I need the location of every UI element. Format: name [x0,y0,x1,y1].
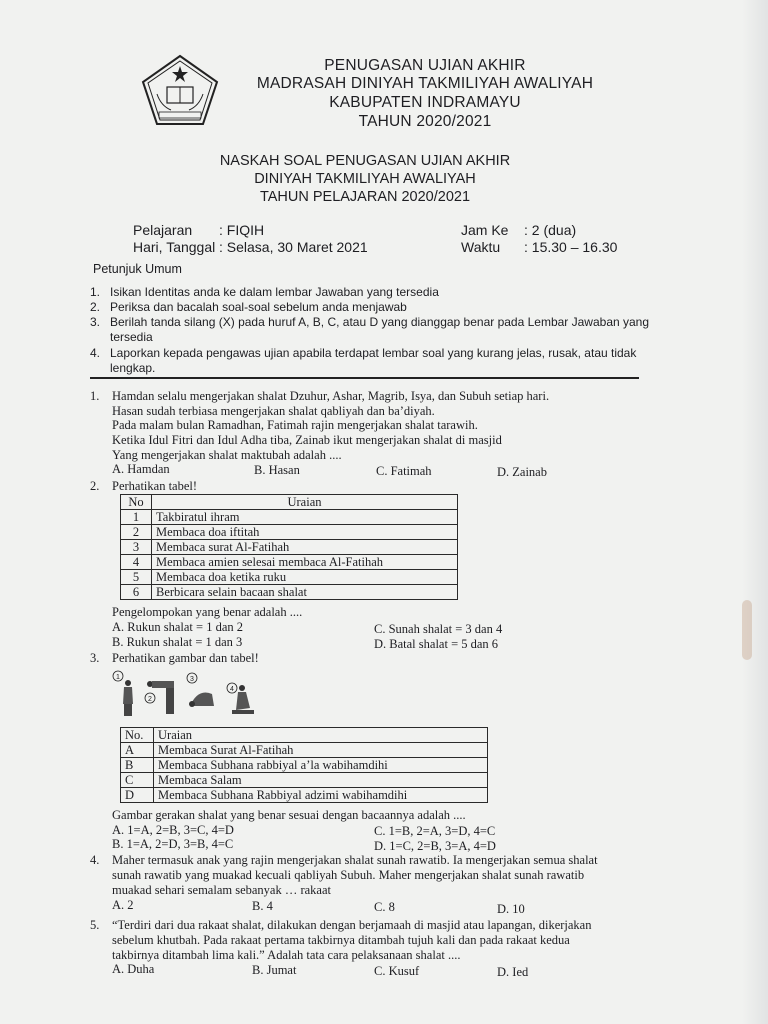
table-cell-uraian: Takbiratul ihram [152,510,458,525]
figure-label: 2 [148,696,152,703]
hari-label: Hari, Tanggal [133,239,216,255]
figure-label: 1 [116,674,120,681]
table-cell-uraian: Membaca amien selesai membaca Al-Fatihah [152,555,458,570]
table-cell-no: 3 [121,540,152,555]
table-cell-uraian: Membaca Surat Al-Fatihah [154,743,488,758]
q2-number: 2. [90,479,100,493]
figure-label: 4 [230,686,234,693]
q2-option-c: C. Sunah shalat = 3 dan 4 [374,622,503,636]
petunjuk-item [90,300,650,315]
table-header-cell: No. [121,728,154,743]
table-cell-no: 5 [121,570,152,585]
table-cell-no: C [121,773,154,788]
petunjuk-number: 2. [90,300,101,314]
figure-sujud [187,673,214,707]
petunjuk-text: Laporkan kepada pengawas ujian apabila terdapat lembar soal yang kurang jelas, rusak, atau tidak lengkap. [110,346,637,375]
q5-line: takbirnya ditambah lima kali.” Adalah tata cara pelaksanaan shalat .... [112,948,461,962]
table-cell-uraian: Membaca Subhana rabbiyal a’la wabihamdihi [154,758,488,773]
petunjuk-text: Isikan Identitas anda ke dalam lembar Jawaban yang tersedia [110,285,439,299]
q1-number: 1. [90,389,100,403]
q1-line: Pada malam bulan Ramadhan, Fatimah rajin mengerjakan shalat tarawih. [112,418,478,432]
q3-question: Gambar gerakan shalat yang benar sesuai dengan bacaannya adalah .... [112,808,466,822]
q4-option-b: B. 4 [252,899,273,913]
table-cell-uraian: Membaca Salam [154,773,488,788]
table-cell-no: 2 [121,525,152,540]
q2-option-a: A. Rukun shalat = 1 dan 2 [112,620,243,634]
table-row [121,773,488,788]
table-row [121,570,458,585]
q4-option-a: A. 2 [112,898,134,912]
q1-option-d: D. Zainab [497,465,547,479]
petunjuk-item [90,315,650,345]
table-row [121,525,458,540]
table-cell-uraian: Membaca surat Al-Fatihah [152,540,458,555]
q3-option-a: A. 1=A, 2=B, 3=C, 4=D [112,823,234,837]
pelajaran-value: : FIQIH [219,222,265,238]
q3-table [120,727,488,803]
table-row [121,540,458,555]
figure-label: 3 [190,676,194,683]
petunjuk-number: 4. [90,346,101,360]
table-cell-no: D [121,788,154,803]
prayer-movements-figure [112,670,262,718]
figure-ruku [145,681,174,714]
q1-line: Ketika Idul Fitri dan Idul Adha tiba, Zainab ikut mengerjakan shalat di masjid [112,433,502,447]
q4-number: 4. [90,853,100,867]
table-header-row [121,728,488,743]
q3-number: 3. [90,651,100,665]
q3-option-d: D. 1=C, 2=B, 3=A, 4=D [374,839,496,853]
q3-option-b: B. 1=A, 2=D, 3=B, 4=C [112,837,234,851]
q5-option-d: D. Ied [497,965,529,979]
subheader-line-3: TAHUN PELAJARAN 2020/2021 [259,189,471,205]
petunjuk-number: 3. [90,315,101,329]
petunjuk-text: Periksa dan bacalah soal-soal sebelum anda menjawab [110,300,407,314]
table-cell-uraian: Membaca doa ketika ruku [152,570,458,585]
q3-intro: Perhatikan gambar dan tabel! [112,651,259,665]
waktu-label: Waktu [461,239,501,255]
table-cell-uraian: Membaca Subhana Rabbiyal adzimi wabihamdihi [154,788,488,803]
table-row [121,510,458,525]
q2-question: Pengelompokan yang benar adalah .... [112,605,303,619]
q1-line: Yang mengerjakan shalat maktubah adalah .... [112,448,342,462]
q3-option-c: C. 1=B, 2=A, 3=D, 4=C [374,824,496,838]
table-header-cell: Uraian [154,728,488,743]
table-header-row [121,495,458,510]
jamke-value: : 2 (dua) [524,222,577,238]
table-cell-uraian: Membaca doa iftitah [152,525,458,540]
q5-option-a: A. Duha [112,962,155,976]
q4-line: sunah rawatib yang muakad kecuali qabliyah Subuh. Maher mengerjakan shalat sunah rawatib [112,868,585,882]
petunjuk-title: Petunjuk Umum [93,262,182,276]
table-row [121,585,458,600]
q5-line: “Terdiri dari dua rakaat shalat, dilakukan dengan berjamaah di masjid atau lapangan, dikerjakan [112,918,592,932]
subheader-line-1: NASKAH SOAL PENUGASAN UJIAN AKHIR [219,153,511,169]
table-row [121,743,488,758]
figure-standing [113,671,133,716]
q4-option-c: C. 8 [374,900,395,914]
kemenag-logo [141,54,219,126]
table-cell-no: A [121,743,154,758]
table-row [121,758,488,773]
petunjuk-text: Berilah tanda silang (X) pada huruf A, B, C, atau D yang dianggap benar pada Lembar Jawaban yang tersedia [110,315,650,344]
q1-line: Hasan sudah terbiasa mengerjakan shalat qabliyah dan ba’diyah. [112,404,435,418]
q2-intro: Perhatikan tabel! [112,479,198,493]
subheader-line-2: DINIYAH TAKMILIYAH AWALIYAH [254,171,476,187]
q5-line: sebelum khutbah. Pada rakaat pertama takbirnya ditambah tujuh kali dan pada rakaat kedua [112,933,570,947]
table-header-cell: No [121,495,152,510]
section-divider [90,377,639,379]
paper-stain [742,600,752,660]
header-line-3: KABUPATEN INDRAMAYU [329,94,521,111]
q4-line: muakad sehari semalam sebanyak … rakaat [112,883,332,897]
table-row [121,788,488,803]
petunjuk-item [90,285,650,300]
q4-option-d: D. 10 [497,902,525,916]
q2-option-d: D. Batal shalat = 5 dan 6 [374,637,499,651]
q2-option-b: B. Rukun shalat = 1 dan 3 [112,635,243,649]
petunjuk-number: 1. [90,285,101,299]
waktu-value: : 15.30 – 16.30 [524,239,618,255]
hari-value: : Selasa, 30 Maret 2021 [219,239,368,255]
q5-option-b: B. Jumat [252,963,297,977]
jamke-label: Jam Ke [461,222,509,238]
q5-option-c: C. Kusuf [374,964,420,978]
figure-sitting [227,683,254,714]
q1-option-a: A. Hamdan [112,462,170,476]
header-line-4: TAHUN 2020/2021 [358,113,492,130]
q1-option-b: B. Hasan [254,463,300,477]
table-cell-no: B [121,758,154,773]
table-cell-no: 1 [121,510,152,525]
q1-line: Hamdan selalu mengerjakan shalat Dzuhur, Ashar, Magrib, Isya, dan Subuh setiap hari. [112,389,550,403]
table-cell-uraian: Berbicara selain bacaan shalat [152,585,458,600]
q5-number: 5. [90,918,100,932]
table-row [121,555,458,570]
pelajaran-label: Pelajaran [133,222,193,238]
table-header-cell: Uraian [152,495,458,510]
q4-line: Maher termasuk anak yang rajin mengerjakan shalat sunah rawatib. Ia mengerjakan semua shalat [112,853,598,867]
header-line-1: PENUGASAN UJIAN AKHIR [324,57,526,74]
header-line-2: MADRASAH DINIYAH TAKMILIYAH AWALIYAH [256,75,594,92]
petunjuk-item [90,346,650,376]
q1-option-c: C. Fatimah [376,464,432,478]
table-cell-no: 6 [121,585,152,600]
table-cell-no: 4 [121,555,152,570]
q2-table [120,494,458,600]
page-edge-shadow [742,0,768,1024]
